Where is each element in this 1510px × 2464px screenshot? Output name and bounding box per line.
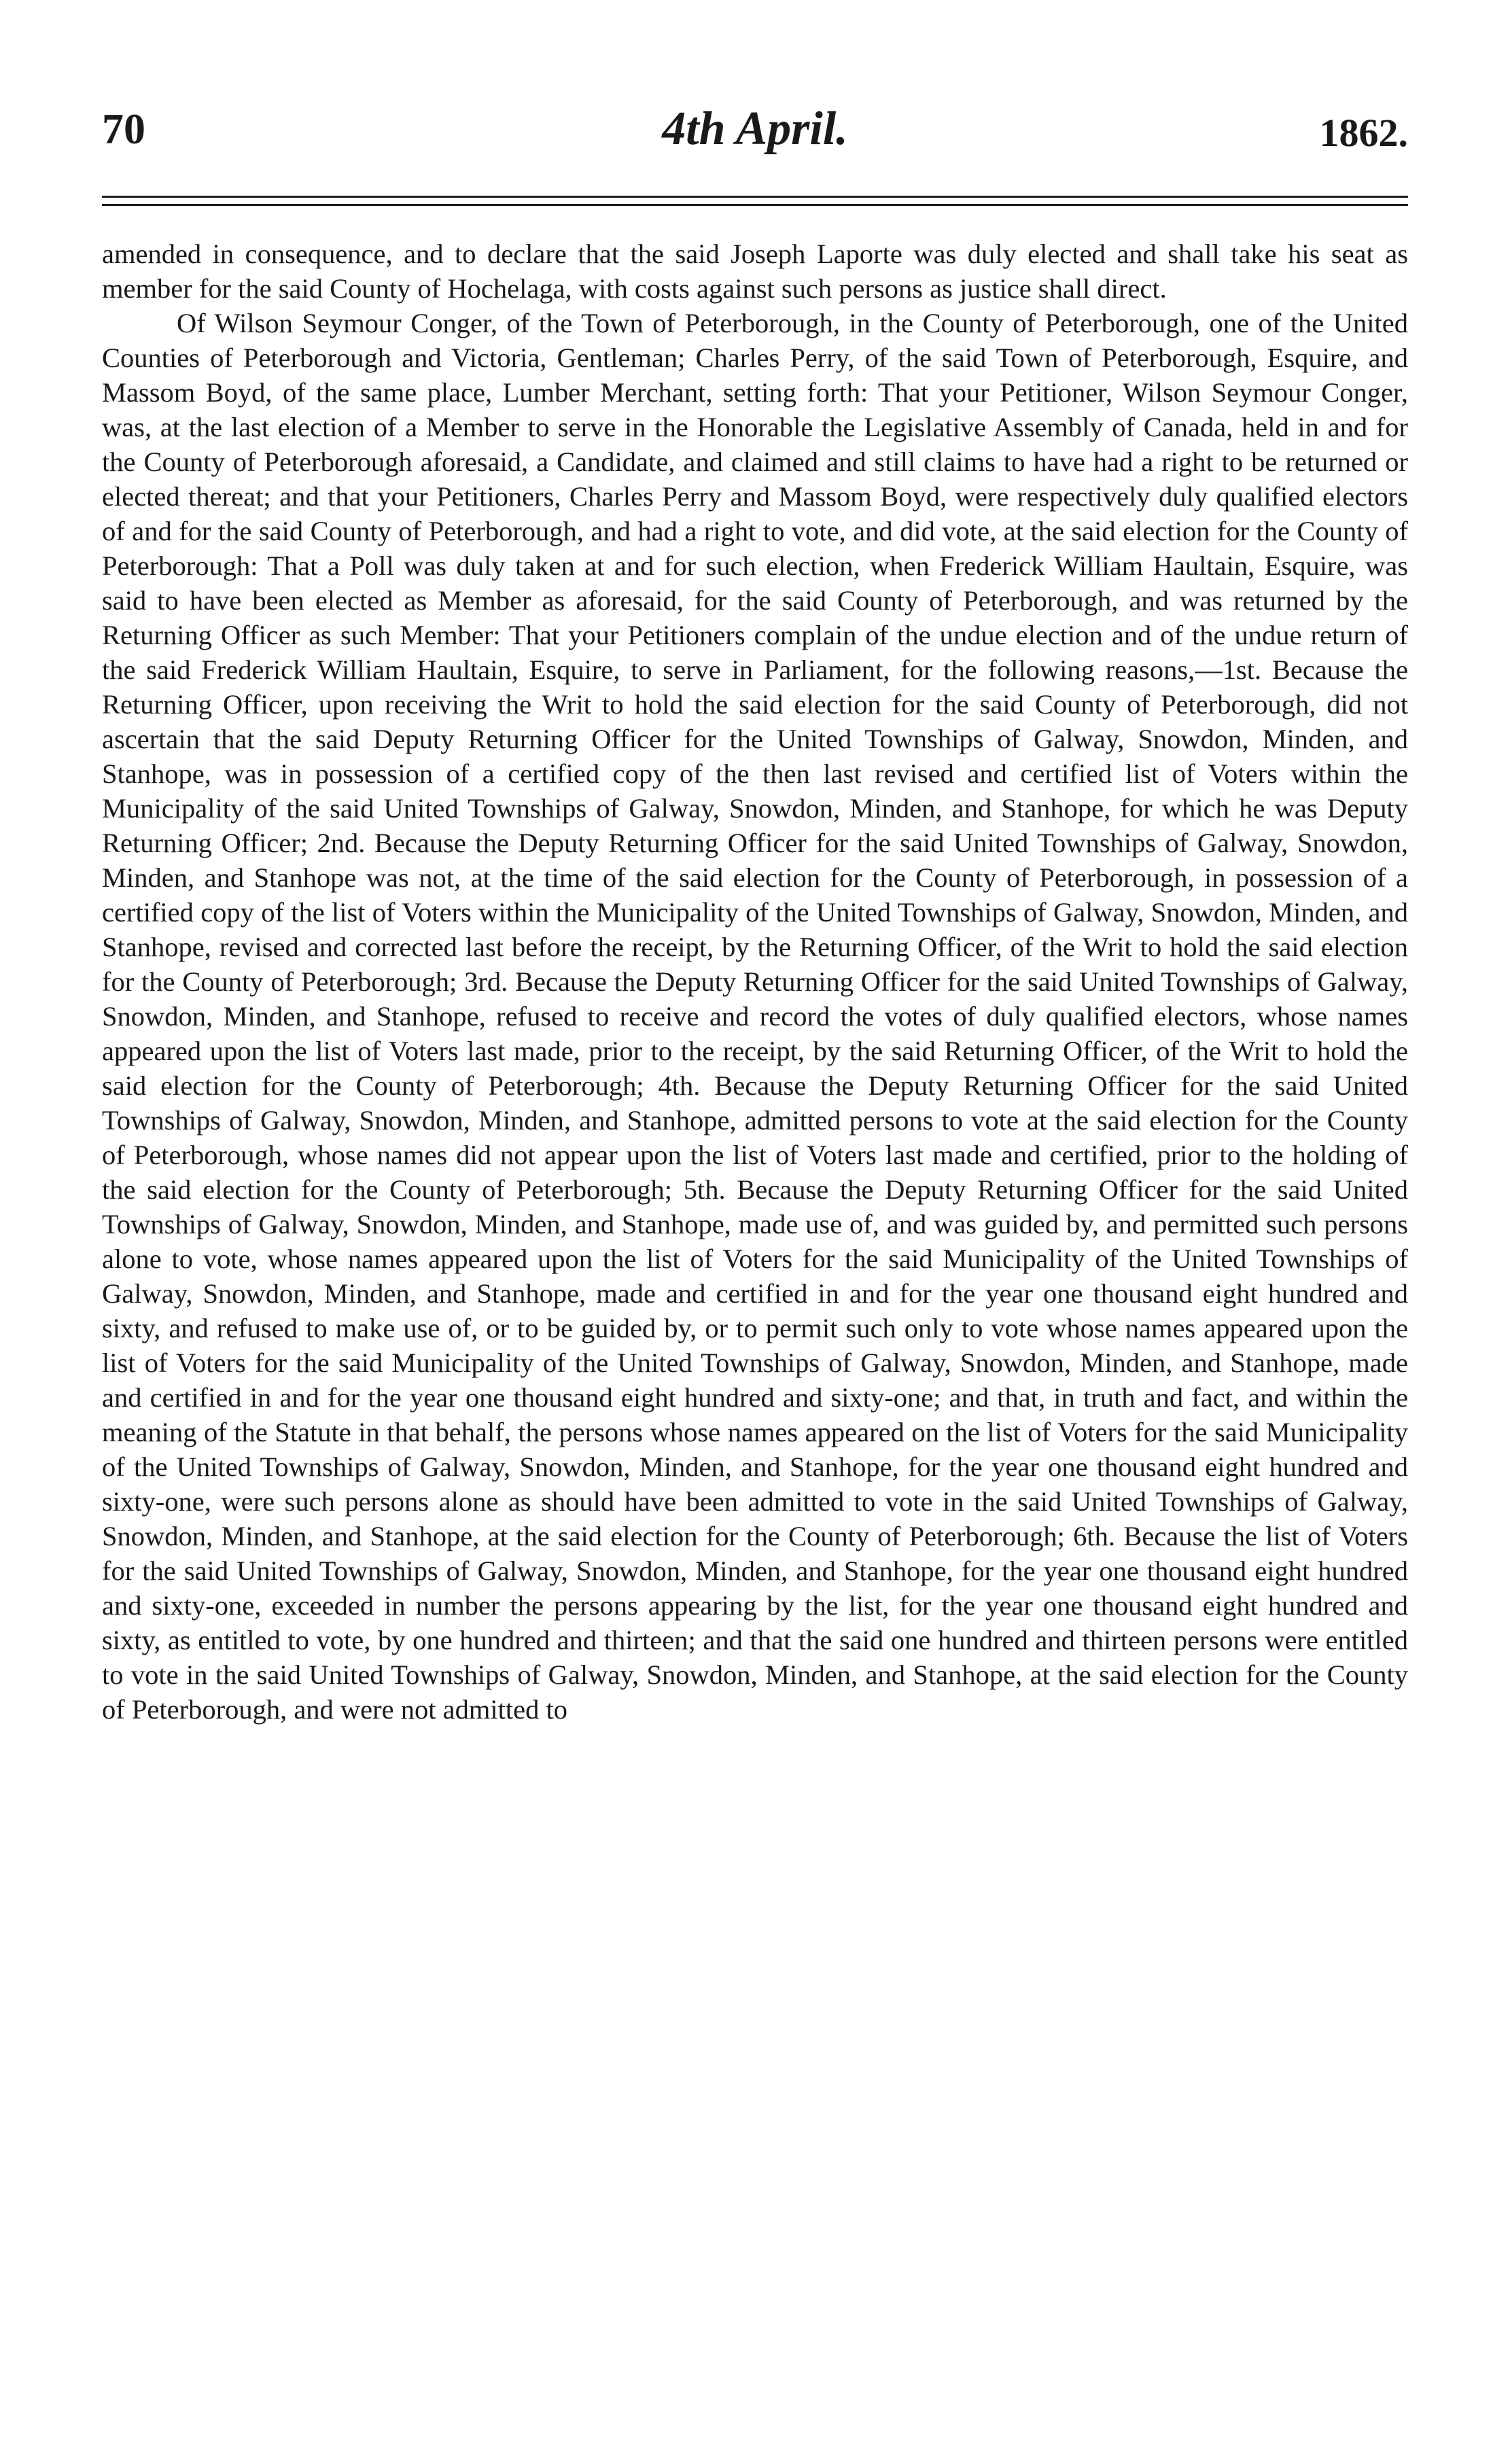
header-rule-top [102, 196, 1408, 198]
running-head [102, 95, 1408, 163]
header-year: 1862. [1319, 111, 1408, 155]
header-rule-bottom [102, 204, 1408, 206]
header-date: 4th April. [662, 103, 848, 155]
body-text [102, 236, 1408, 1727]
paragraph-continuation: amended in consequence, and to declare that the said Joseph Laporte was duly elected and shall take his seat as member for the said County of Hochelaga, with costs against such persons as justice shall direct. [102, 239, 1408, 304]
paragraph-petition-conger: Of Wilson Seymour Conger, of the Town of Peterborough, in the County of Peterborough, one of the United Counties of Peterborough and Victoria, Gentleman; Charles Perry, of the said Town of Peterborough, Esquire, and Massom Boyd, of the same place, Lumber Merchant, setting forth: That your Petitioner, Wilson Seymour Conger, was, at the last election of a Member to serve in the Honorable the Legislative Assembly of Canada, held in and for the County of Peterborough aforesaid, a Candidate, and claimed and still claims to have had a right to be returned or elected thereat; and that your Petitioners, Charles Perry and Massom Boyd, were respectively duly qualified electors of and for the said County of Peterborough, and had a right to vote, and did vote, at the said election for the County of Peterborough: That a Poll was duly taken at and for such election, when Frederick William Haultain, Esquire, was said to have been elected as Member as aforesaid, for the said County of Peterborough, and was returned by the Returning Officer as such Member: That your Petitioners complain of the undue election and of the undue return of the said Frederick William Haultain, Esquire, to serve in Parliament, for the following reasons,—1st. Because the Returning Officer, upon receiving the Writ to hold the said election for the said County of Peterborough, did not ascertain that the said Deputy Returning Officer for the United Townships of Galway, Snowdon, Minden, and Stanhope, was in possession of a certified copy of the then last revised and certified list of Voters within the Municipality of the said United Townships of Galway, Snowdon, Minden, and Stanhope, for which he was Deputy Returning Officer; 2nd. Because the Deputy Returning Officer for the said United Townships of Galway, Snowdon, Minden, and Stanhope was not, at the time of the said election for the County of Peterborough, in possession of a certified copy of the list of Voters within the Municipality of the United Townships of Galway, Snowdon, Minden, and Stanhope, revised and corrected last before the receipt, by the Returning Officer, of the Writ to hold the said election for the County of Peterborough; 3rd. Because the Deputy Returning Officer for the said United Townships of Galway, Snowdon, Minden, and Stanhope, refused to receive and record the votes of duly qualified electors, whose names appeared upon the list of Voters last made, prior to the receipt, by the said Returning Officer, of the Writ to hold the said election for the County of Peterborough; 4th. Because the Deputy Returning Officer for the said United Townships of Galway, Snowdon, Minden, and Stanhope, admitted persons to vote at the said election for the County of Peterborough, whose names did not appear upon the list of Voters last made and certified, prior to the holding of the said election for the County of Peterborough; 5th. Because the Deputy Returning Officer for the said United Townships of Galway, Snowdon, Minden, and Stanhope, made use of, and was guided by, and permitted such persons alone to vote, whose names appeared upon the list of Voters for the said Municipality of the United Townships of Galway, Snowdon, Minden, and Stanhope, made and certified in and for the year one thousand eight hundred and sixty, and refused to make use of, or to be guided by, or to permit such only to vote whose names appeared upon the list of Voters for the said Municipality of the United Townships of Galway, Snowdon, Minden, and Stanhope, made and certified in and for the year one thousand eight hundred and sixty-one; and that, in truth and fact, and within the meaning of the Statute in that behalf, the persons whose names appeared on the list of Voters for the said Municipality of the United Townships of Galway, Snowdon, Minden, and Stanhope, for the year one thousand eight hundred and sixty-one, were such persons alone as should have been admitted to vote in the said United Townships of Galway, Snowdon, Minden, and Stanhope, at the said election for the County of Peterborough; 6th. Because the list of Voters for the said United Townships of Galway, Snowdon, Minden, and Stanhope, for the year one thousand eight hundred and sixty-one, exceeded in number the persons appearing by the list, for the year one thousand eight hundred and sixty, as entitled to vote, by one hundred and thirteen; and that the said one hundred and thirteen persons were entitled to vote in the said United Townships of Galway, Snowdon, Minden, and Stanhope, at the said election for the County of Peterborough, and were not admitted to [102, 308, 1408, 1725]
page-number: 70 [102, 105, 145, 153]
